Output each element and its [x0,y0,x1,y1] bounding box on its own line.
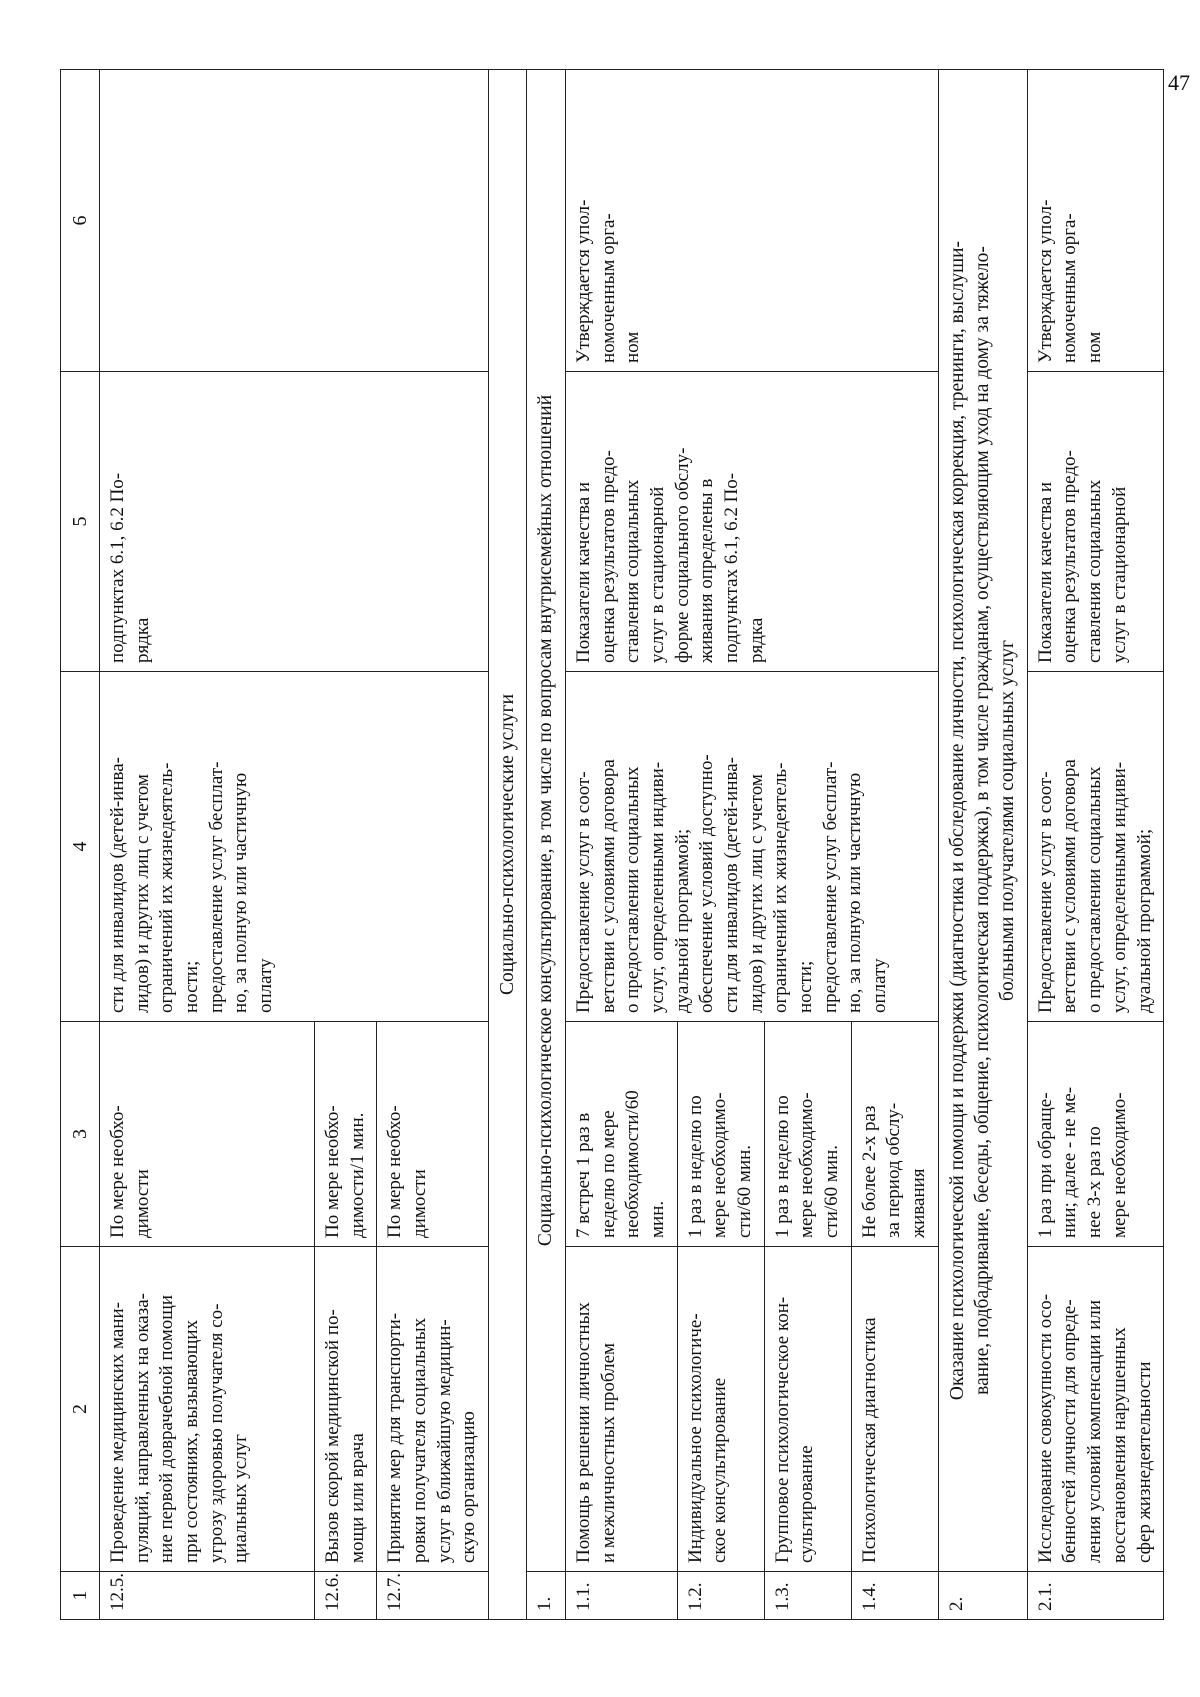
quality-indicators: подпунктах 6.1, 6.2 По- рядка [100,372,489,672]
row-number: 1.1. [565,1572,677,1620]
service-name: Принятие мер для транспорти- ровки получателя социальных услуг в ближайшую медицин- скую организацию [377,1247,489,1572]
header-cell: 2 [61,1247,100,1572]
note-cell: Утверждается упол- номоченным орга- ном [565,70,938,372]
row-number: 12.5. [100,1572,315,1620]
row-number: 12.6. [315,1572,377,1620]
note-cell: Утверждается упол- номоченным орга- ном [1027,70,1163,372]
section-title: Социально-психологические услуги [489,70,527,1620]
service-name: Индивидуальное психологиче- ское консультирование [677,1247,764,1572]
service-conditions: Предоставление услуг в соот- ветствии с условиями договора о предоставлении социальных услуг, определенными индиви- дуальной программой; обеспечение условий доступно- сти для инвалидов (детей-инва- лидов) и других лиц с учетом ограничений их жизнедеятель- ности; предоставление услуг бесплат- но, за полную или частичную оплату [565,672,938,1022]
row-number: 1.3. [764,1572,851,1620]
service-frequency: 7 встреч 1 раз в неделю по мере необходимости/60 мин. [565,1022,677,1247]
row-number: 1.2. [677,1572,764,1620]
subsection-title: Социально-психологическое консультирование, в том числе по вопросам внутрисемейных отношений [527,70,565,1572]
header-cell: 1 [61,1572,100,1620]
row-number: 2.1. [1027,1572,1163,1620]
service-frequency: 1 раз при обраще- нии; далее - не ме- нее 3-х раз по мере необходимо- [1027,1022,1163,1247]
note-cell [100,70,489,372]
service-name: Помощь в решении личностных и межличностных проблем [565,1247,677,1572]
row-number: 1.4. [851,1572,938,1620]
header-cell: 6 [61,70,100,372]
header-row [61,70,100,1620]
row-number: 1. [527,1572,565,1620]
page-number: 47 [1168,70,1190,95]
service-frequency: 1 раз в неделю по мере необходимо- сти/60 мин. [677,1022,764,1247]
table-row [565,70,677,1620]
service-frequency: 1 раз в неделю по мере необходимо- сти/60 мин. [764,1022,851,1247]
service-name: Исследование совокупности осо- бенностей личности для опреде- ления условий компенсации или восстановления нарушенных сфер жизнедеятельности [1027,1247,1163,1572]
rotated-table-container [60,70,1155,1620]
service-name: Проведение медицинских мани- пуляций, направленных на оказа- ние первой доврачебной помощи при состояниях, вызывающих угрозу здоровью получателя со- циальных услуг [100,1247,315,1572]
service-conditions: Предоставление услуг в соот- ветствии с условиями договора о предоставлении социальных услуг, определенными индиви- дуальной программой; [1027,672,1163,1022]
services-table [60,69,1164,1620]
row-number: 12.7. [377,1572,489,1620]
header-cell: 5 [61,372,100,672]
subsection-row [938,70,1027,1620]
row-number: 2. [938,1572,1027,1620]
table-row [100,70,315,1620]
section-row [489,70,527,1620]
service-conditions: сти для инвалидов (детей-инва- лидов) и других лиц с учетом ограничений их жизнедеятель- ности; предоставление услуг бесплат- но, за полную или частичную оплату [100,672,489,1022]
service-name: Вызов скорой медицинской по- мощи или врача [315,1247,377,1572]
header-cell: 4 [61,672,100,1022]
service-frequency: Не более 2-х раз за период обслу- живания [851,1022,938,1247]
quality-indicators: Показатели качества и оценка результатов предо- ставления социальных услуг в стационарной [1027,372,1163,672]
header-cell: 3 [61,1022,100,1247]
service-frequency: По мере необхо- димости [100,1022,315,1247]
service-name: Психологическая диагностика [851,1247,938,1572]
subsection-row [527,70,565,1620]
service-frequency: По мере необхо- димости [377,1022,489,1247]
service-frequency: По мере необхо- димости/1 мин. [315,1022,377,1247]
table-row [1027,70,1163,1620]
quality-indicators: Показатели качества и оценка результатов предо- ставления социальных услуг в стационарной форме социального обслу- живания определены в подпунктах 6.1, 6.2 По- рядка [565,372,938,672]
service-name: Групповое психологическое кон- сультирование [764,1247,851,1572]
subsection-title: Оказание психологической помощи и поддержки (диагностика и обследование личности, психологическая коррекция, тренинги, выслуши- вание, подбадривание, беседы, общение, психологическая поддержка), в том числе гражданам, осуществляющим уход на дому за тяжело- больными получателями социальных услуг [938,70,1027,1572]
